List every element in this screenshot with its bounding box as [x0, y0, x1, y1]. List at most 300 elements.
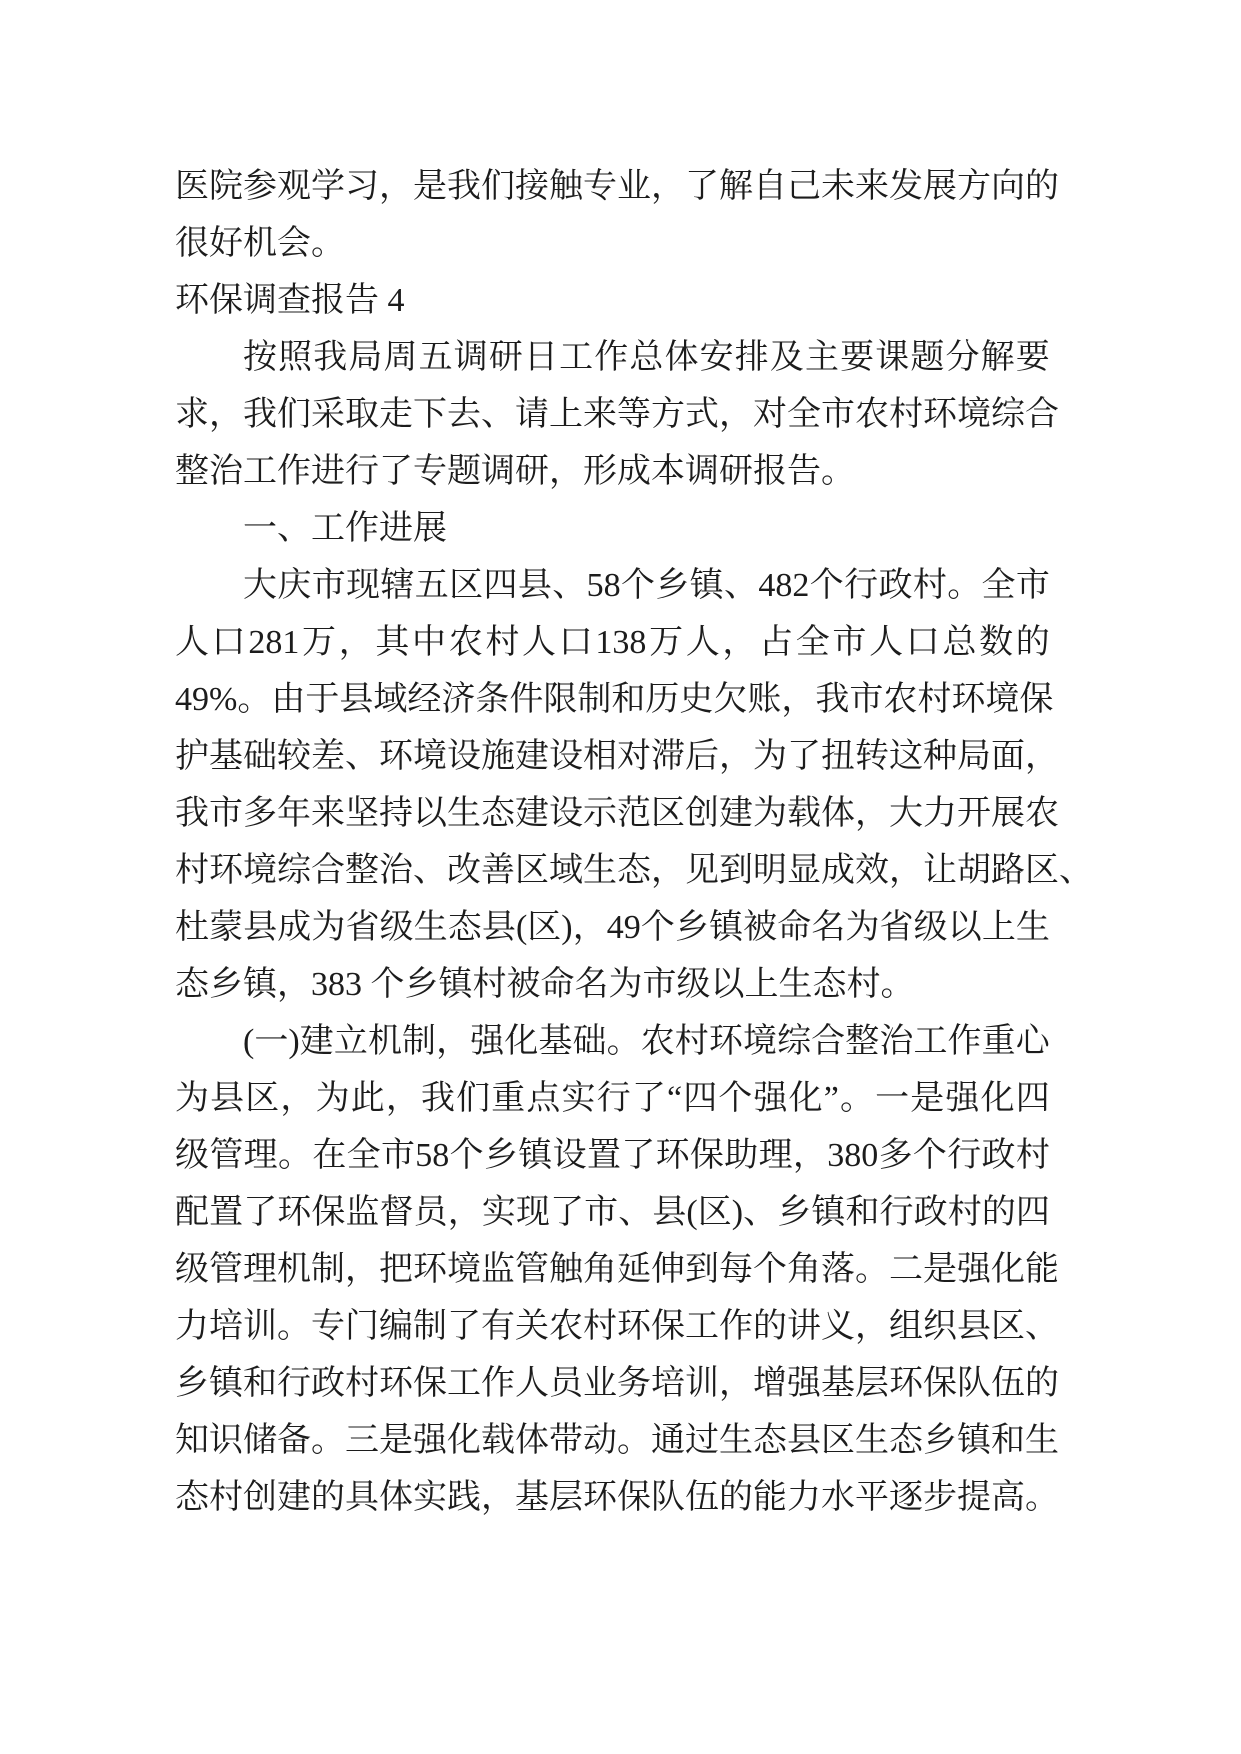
text-token: 接	[515, 168, 549, 205]
text-token: 相	[583, 738, 617, 775]
text-line	[175, 728, 1059, 785]
text-token: ，	[651, 852, 685, 889]
text-token: 281	[248, 624, 300, 661]
text-token: 为	[845, 909, 880, 946]
text-token: 取	[345, 396, 379, 433]
text-token: 院	[209, 168, 243, 205]
text-token: 题	[910, 339, 945, 376]
text-token: 行	[596, 1080, 631, 1117]
text-line	[175, 899, 1050, 956]
text-token: 工	[559, 339, 594, 376]
text-token: 级	[913, 909, 948, 946]
text-token: 。	[855, 1251, 889, 1288]
text-token: 坚	[345, 795, 379, 832]
text-token: 乡	[674, 909, 709, 946]
text-token: 和	[845, 1194, 880, 1231]
text-token: 治	[879, 1023, 914, 1060]
text-token: (区)	[515, 909, 573, 946]
text-token: 农	[1025, 795, 1059, 832]
text-token: 合	[811, 1023, 846, 1060]
text-token: 立	[333, 1023, 368, 1060]
text-token: 建	[277, 1479, 311, 1516]
text-token: 我	[815, 681, 850, 718]
text-token: ，	[338, 624, 373, 661]
text-token: 作	[594, 339, 629, 376]
text-line: 态乡镇，383 个乡镇村被命名为市级以上生态村。	[175, 966, 915, 1003]
text-token: 生	[719, 1422, 753, 1459]
text-token: 历	[645, 681, 680, 718]
text-token: 县	[652, 1194, 687, 1231]
text-token: 镇	[957, 1422, 991, 1459]
text-token: 。	[311, 1422, 345, 1459]
text-token: 显	[787, 852, 821, 889]
text-token: 展	[991, 795, 1025, 832]
text-token: 织	[923, 1308, 957, 1345]
text-token: 被	[743, 909, 778, 946]
text-token: 落	[821, 1251, 855, 1288]
text-token: 市	[311, 567, 346, 604]
text-token: “	[666, 1080, 683, 1117]
text-token: 大	[889, 795, 923, 832]
text-line: 很好机会。	[175, 225, 345, 262]
text-token: 、	[618, 1194, 653, 1231]
text-token: 讲	[787, 1308, 821, 1345]
text-token: ，	[447, 1194, 482, 1231]
text-token: ，	[855, 1308, 889, 1345]
text-token: 过	[685, 1422, 719, 1459]
text-token: 安	[699, 339, 734, 376]
text-token: 保	[311, 1194, 346, 1231]
text-token: 上	[549, 396, 583, 433]
text-token: 和	[611, 681, 646, 718]
text-token: 局	[957, 738, 991, 775]
text-token: 增	[753, 1365, 787, 1402]
text-token: ，	[379, 168, 413, 205]
text-token: 、	[1059, 852, 1093, 889]
text-token: 全	[346, 1137, 381, 1174]
text-token: 庆	[277, 567, 312, 604]
text-token: 万	[302, 624, 337, 661]
text-token: 周	[383, 339, 418, 376]
text-token: 伍	[685, 1479, 719, 1516]
text-token: 编	[379, 1308, 413, 1345]
text-token: 的	[1025, 168, 1059, 205]
text-token: 了	[787, 738, 821, 775]
text-token: 农	[855, 396, 889, 433]
text-token: 人	[869, 624, 904, 661]
text-token: 具	[345, 1479, 379, 1516]
text-token: ，	[651, 168, 685, 205]
text-token: 基	[538, 1023, 573, 1060]
text-token: 保	[1019, 681, 1054, 718]
text-token: 化	[504, 1023, 539, 1060]
text-token: 行	[844, 567, 879, 604]
text-token: 以	[947, 909, 982, 946]
text-token: 。	[840, 1080, 874, 1117]
text-token: 上	[981, 909, 1016, 946]
text-token: 史	[679, 681, 714, 718]
text-token: 农	[549, 1308, 583, 1345]
text-token: 五	[418, 339, 453, 376]
text-token: 储	[243, 1422, 277, 1459]
text-token: 市	[209, 795, 243, 832]
text-token: 基	[209, 738, 243, 775]
text-token: 态	[889, 1422, 923, 1459]
text-token: 多	[243, 795, 277, 832]
text-token: 创	[243, 1479, 277, 1516]
text-token: 工	[913, 1023, 948, 1060]
text-token: 为	[753, 795, 787, 832]
text-token: 380	[827, 1137, 879, 1174]
text-token: 镇	[518, 1137, 553, 1174]
text-line	[175, 1241, 1059, 1298]
text-token: 作	[719, 1308, 753, 1345]
text-token: 生	[1015, 909, 1050, 946]
text-token: 村	[583, 1308, 617, 1345]
text-token: 延	[617, 1251, 651, 1288]
text-token: 个	[718, 1080, 753, 1117]
text-token: 保	[413, 1365, 447, 1402]
text-token: 研	[488, 339, 523, 376]
text-token: 村	[345, 1365, 379, 1402]
text-token: 机	[277, 1251, 311, 1288]
text-token: 的	[311, 1479, 345, 1516]
text-token: 有	[481, 1308, 515, 1345]
text-line	[175, 158, 1059, 215]
text-token: 市	[380, 1137, 415, 1174]
text-line	[175, 614, 1050, 671]
text-line	[175, 785, 1059, 842]
text-token: 能	[753, 1479, 787, 1516]
text-token: 个	[753, 1251, 787, 1288]
text-token: 把	[379, 1251, 413, 1288]
text-token: 们	[456, 1080, 491, 1117]
text-token: 们	[277, 396, 311, 433]
text-token: 为	[315, 1080, 350, 1117]
text-token: 农	[640, 1023, 675, 1060]
text-token: 的	[719, 1479, 753, 1516]
text-token: 照	[278, 339, 313, 376]
text-token: 村	[674, 1023, 709, 1060]
text-token: 滞	[651, 738, 685, 775]
text-token: 载	[787, 795, 821, 832]
text-token: 县	[481, 909, 516, 946]
text-token: 要	[840, 339, 875, 376]
text-token: 式	[685, 396, 719, 433]
text-token: 体	[664, 339, 699, 376]
text-token: 请	[515, 396, 549, 433]
text-token: 己	[787, 168, 821, 205]
text-token: 我	[447, 168, 481, 205]
text-token: 作	[481, 1365, 515, 1402]
text-token: 业	[583, 1365, 617, 1402]
text-token: 区	[515, 852, 549, 889]
text-token: 人	[515, 1365, 549, 1402]
text-token: 。	[277, 1137, 312, 1174]
text-token: 总	[629, 339, 664, 376]
text-token: 逐	[889, 1479, 923, 1516]
text-token: 成	[277, 909, 312, 946]
text-token: 治	[379, 852, 413, 889]
text-token: 方	[957, 168, 991, 205]
text-token: ，	[855, 795, 889, 832]
text-token: 环	[889, 1365, 923, 1402]
text-token: 市	[821, 396, 855, 433]
text-token: 体	[515, 1422, 549, 1459]
text-token: 基	[821, 1365, 855, 1402]
text-token: 市	[584, 1194, 619, 1231]
text-token: 杜	[175, 909, 209, 946]
text-token: 管	[209, 1251, 243, 1288]
text-token: 命	[777, 909, 812, 946]
text-token: 备	[277, 1422, 311, 1459]
text-token: 我	[313, 339, 348, 376]
text-token: 善	[481, 852, 515, 889]
text-token: 制	[311, 1251, 345, 1288]
text-token: ，	[719, 738, 753, 775]
text-token: 强	[945, 1080, 980, 1117]
text-token: 础	[243, 738, 277, 775]
text-token: 态	[481, 795, 515, 832]
text-token: 村	[1015, 1137, 1050, 1174]
text-token: 我	[420, 1080, 455, 1117]
text-token: 条	[475, 681, 510, 718]
text-token: 专	[311, 1308, 345, 1345]
text-token: 全	[787, 396, 821, 433]
text-token: 境	[413, 738, 447, 775]
text-token: 年	[277, 795, 311, 832]
text-token: 面	[991, 738, 1025, 775]
text-token: 域	[549, 852, 583, 889]
text-token: 的	[981, 1194, 1016, 1231]
text-token: 生	[413, 909, 448, 946]
text-token: 基	[515, 1479, 549, 1516]
text-token: ，	[280, 1080, 315, 1117]
text-token: 、	[743, 1194, 778, 1231]
text-token: 创	[685, 795, 719, 832]
text-token: 482	[758, 567, 810, 604]
text-token: 综	[277, 852, 311, 889]
text-token: 级	[379, 909, 414, 946]
text-token: ，	[719, 396, 753, 433]
text-token: 展	[923, 168, 957, 205]
text-token: 点	[526, 1080, 561, 1117]
text-token: 角	[787, 1251, 821, 1288]
text-token: 范	[617, 795, 651, 832]
text-token: 、	[552, 567, 587, 604]
text-token: 和	[243, 1365, 277, 1402]
text-token: 现	[346, 567, 381, 604]
text-line	[175, 1127, 1050, 1184]
text-token: 管	[209, 1137, 244, 1174]
text-token: 设	[549, 795, 583, 832]
text-token: 制	[577, 681, 612, 718]
text-token: 强	[413, 1422, 447, 1459]
text-token: 制	[402, 1023, 437, 1060]
text-token: 管	[515, 1251, 549, 1288]
text-token: 合	[311, 852, 345, 889]
text-token: 化	[991, 1251, 1025, 1288]
text-token: 经	[407, 681, 442, 718]
text-token: 是	[910, 1080, 945, 1117]
text-token: 人	[685, 624, 720, 661]
document-text-block	[175, 158, 1093, 1526]
text-token: 综	[991, 396, 1025, 433]
text-token: 环	[951, 681, 986, 718]
text-token: 力	[175, 1308, 209, 1345]
text-token: 培	[209, 1308, 243, 1345]
text-token: 设	[447, 738, 481, 775]
text-line	[175, 1469, 1059, 1526]
text-line	[175, 1184, 1050, 1241]
text-token: 层	[855, 1365, 889, 1402]
text-token: 高	[991, 1479, 1025, 1516]
text-token: 、	[413, 852, 447, 889]
text-token: 解	[719, 168, 753, 205]
text-token: 全	[981, 567, 1016, 604]
text-token: 境	[742, 1023, 777, 1060]
text-token: 置	[586, 1137, 621, 1174]
text-token: 镇	[709, 909, 744, 946]
text-token: 向	[991, 168, 1025, 205]
text-token: 强	[957, 1251, 991, 1288]
text-token: 平	[855, 1479, 889, 1516]
text-token: 保	[689, 1137, 724, 1174]
text-token: 个	[620, 567, 655, 604]
text-token: 环	[209, 852, 243, 889]
text-token: 蒙	[209, 909, 244, 946]
text-token: 市	[1015, 567, 1050, 604]
text-token: 农	[448, 624, 483, 661]
text-token: 、	[481, 396, 515, 433]
text-token: 综	[777, 1023, 812, 1060]
text-token: 生	[447, 795, 481, 832]
text-token: (区)	[686, 1194, 744, 1231]
text-token: 水	[821, 1479, 855, 1516]
text-token: 态	[447, 909, 482, 946]
text-token: 镇	[689, 567, 724, 604]
text-token: 环	[413, 1251, 447, 1288]
text-token: 级	[175, 1251, 209, 1288]
text-token: 环	[617, 1308, 651, 1345]
text-token: 市	[849, 681, 884, 718]
text-token: ，	[719, 1365, 753, 1402]
text-token: 了	[621, 1137, 656, 1174]
text-token: 胡	[957, 852, 991, 889]
text-token: ，	[436, 1023, 471, 1060]
text-token: 主	[805, 339, 839, 376]
text-token: 四	[683, 1080, 718, 1117]
text-token: 伍	[991, 1365, 1025, 1402]
text-token: 万	[649, 624, 684, 661]
text-token: 村	[485, 624, 520, 661]
text-token: 效	[855, 852, 889, 889]
text-token: 来	[583, 396, 617, 433]
text-token: 到	[685, 1251, 719, 1288]
text-token: 采	[311, 396, 345, 433]
text-token: 调	[453, 339, 488, 376]
text-token: 境	[957, 396, 991, 433]
text-token: 发	[889, 168, 923, 205]
text-token: 设	[549, 738, 583, 775]
text-token: 区	[449, 567, 484, 604]
text-token: 、	[1025, 1308, 1059, 1345]
text-token: 观	[277, 168, 311, 205]
text-token: 其	[375, 624, 410, 661]
text-token: 理	[243, 1137, 278, 1174]
text-token: 体	[821, 795, 855, 832]
text-token: ，	[345, 1251, 379, 1288]
text-token: 触	[549, 1251, 583, 1288]
text-token: 在	[312, 1137, 347, 1174]
text-token: 明	[753, 852, 787, 889]
text-token: 占	[759, 624, 794, 661]
text-line: 整治工作进行了专题调研，形成本调研报告。	[175, 453, 855, 490]
text-token: 提	[957, 1479, 991, 1516]
text-token: 行	[277, 1365, 311, 1402]
text-token: 来	[855, 168, 889, 205]
text-token: 。	[277, 1308, 311, 1345]
text-token: 49	[606, 909, 641, 946]
text-token: ”	[823, 1080, 839, 1117]
text-token: 态	[617, 852, 651, 889]
text-token: 差	[311, 738, 345, 775]
text-token: 置	[209, 1194, 244, 1231]
text-token: 生	[855, 1422, 889, 1459]
text-token: 行	[879, 1194, 914, 1231]
text-token: ，	[792, 1137, 827, 1174]
text-token: 多	[878, 1137, 913, 1174]
text-token: 个	[912, 1137, 947, 1174]
text-token: 保	[923, 1365, 957, 1402]
text-token: 济	[441, 681, 476, 718]
text-token: 二	[889, 1251, 923, 1288]
text-token: 工	[685, 1308, 719, 1345]
text-token: 能	[1025, 1251, 1059, 1288]
text-token: 强	[787, 1365, 821, 1402]
text-token: 员	[413, 1194, 448, 1231]
text-token: 保	[651, 1308, 685, 1345]
text-token: 施	[481, 738, 515, 775]
text-token: 于	[305, 681, 340, 718]
text-token: 县	[210, 1080, 245, 1117]
text-line	[175, 1355, 1059, 1412]
text-token: 是	[923, 1251, 957, 1288]
text-token: 58	[586, 567, 621, 604]
text-token: 日	[524, 339, 558, 376]
text-token: 个	[809, 567, 844, 604]
text-token: 见	[685, 852, 719, 889]
text-token: 环	[708, 1023, 743, 1060]
text-token: 课	[875, 339, 910, 376]
text-token: 、	[724, 567, 759, 604]
text-token: 境	[447, 1251, 481, 1288]
text-token: 村	[947, 1194, 982, 1231]
text-token: 理	[243, 1251, 277, 1288]
text-token: 人	[175, 624, 209, 661]
text-token: 。	[237, 681, 272, 718]
text-token: 整	[345, 852, 379, 889]
text-token: 对	[617, 738, 651, 775]
text-token: 化	[788, 1080, 823, 1117]
text-token: 三	[345, 1422, 379, 1459]
text-token: 机	[367, 1023, 402, 1060]
text-token: 村	[912, 567, 947, 604]
text-token: 识	[209, 1422, 243, 1459]
text-token: 环	[583, 1479, 617, 1516]
text-token: 培	[651, 1365, 685, 1402]
text-token: 业	[617, 168, 651, 205]
